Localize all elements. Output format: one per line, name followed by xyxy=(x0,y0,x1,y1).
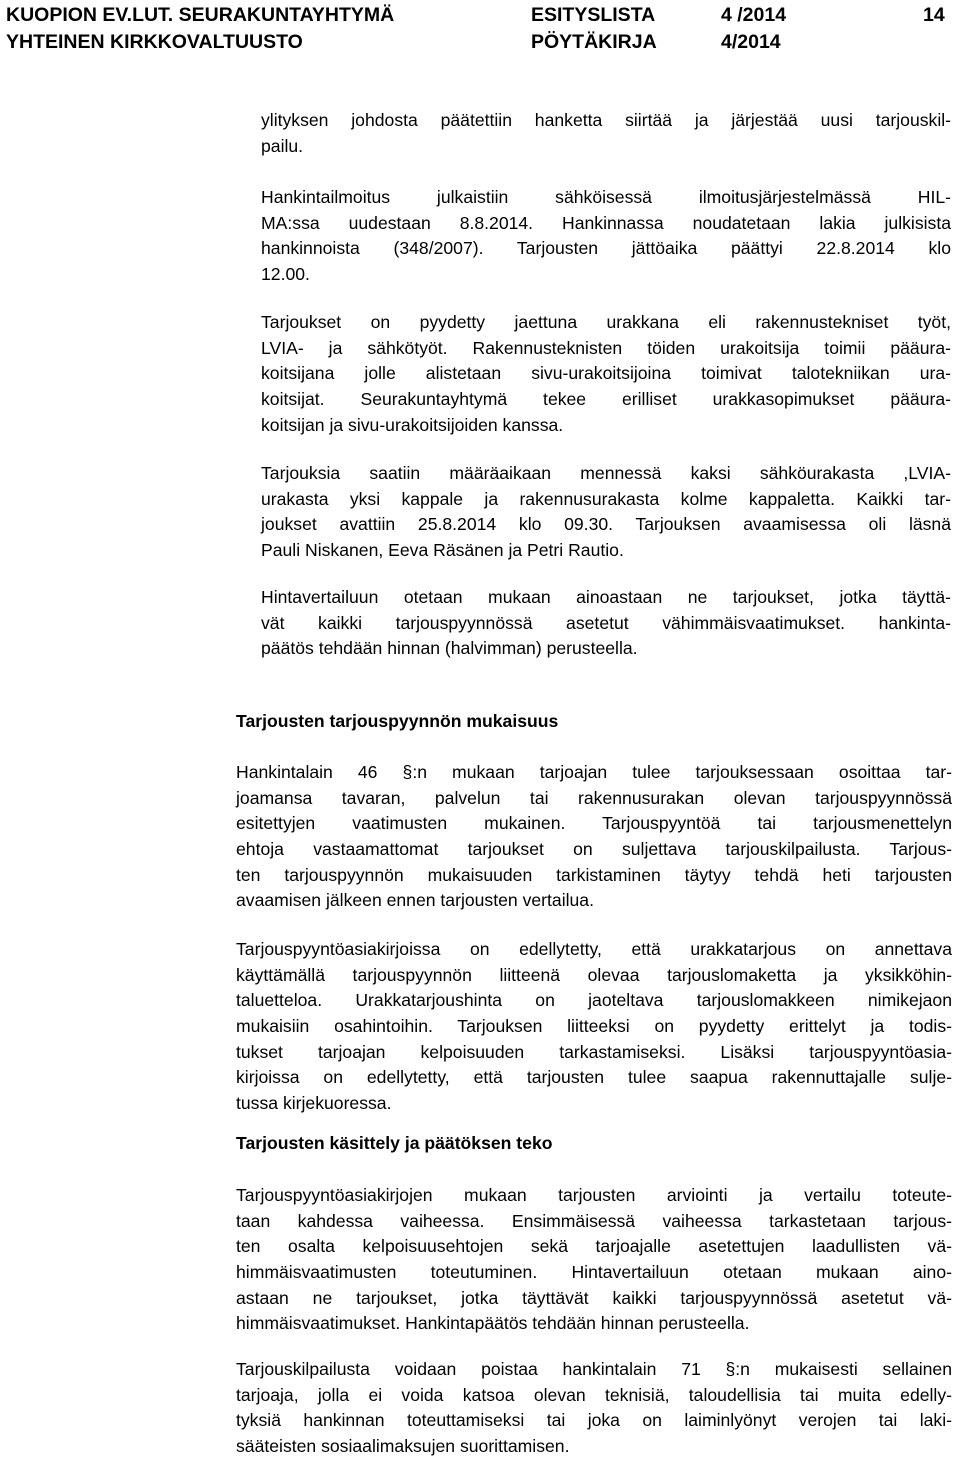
document-number-2: 4/2014 xyxy=(721,31,781,53)
council-name: YHTEINEN KIRKKOVALTUUSTO xyxy=(6,31,303,53)
text-line: esitettyjen vaatimusten mukainen. Tarjouspyyntöä tai tarjousmenettelyn xyxy=(236,813,952,834)
text-line: hankinnoista (348/2007). Tarjousten jättöaika päättyi 22.8.2014 klo xyxy=(261,238,951,259)
section-heading-1: Tarjousten tarjouspyynnön mukaisuus xyxy=(236,711,559,731)
text-line: Tarjouksia saatiin määräaikaan mennessä kaksi sähköurakasta ,LVIA- xyxy=(261,463,951,483)
text-line: Tarjouspyyntöasiakirjojen mukaan tarjousten arviointi ja vertailu toteute- xyxy=(236,1185,952,1205)
text-line: urakasta yksi kappale ja rakennusurakasta kolme kappaletta. Kaikki tar- xyxy=(261,488,951,509)
text-line: vät kaikki tarjouspyynnössä asetetut vähimmäisvaatimukset. hankinta- xyxy=(261,612,951,633)
text-line: koitsijat. Seurakuntayhtymä tekee erilliset urakkasopimukset pääura- xyxy=(261,389,951,410)
text-line: joukset avattiin 25.8.2014 klo 09.30. Tarjouksen avaamisessa oli läsnä xyxy=(261,514,951,535)
document-type-2: PÖYTÄKIRJA xyxy=(531,31,657,53)
text-line: tyksiä hankinnan toteuttamiseksi tai joka on laiminlyönyt verojen tai laki- xyxy=(236,1410,952,1431)
text-line: käyttämällä tarjouspyynnön liitteenä olevaa tarjouslomaketta ja yksikköhin- xyxy=(236,964,952,985)
paragraph-3 xyxy=(261,310,951,438)
text-line: tukset tarjoajan kelpoisuuden tarkastamiseksi. Lisäksi tarjouspyyntöasia- xyxy=(236,1041,952,1062)
text-line: päätös tehdään hinnan (halvimman) perusteella. xyxy=(261,638,638,659)
paragraph-5 xyxy=(261,585,951,662)
text-line: ehtoja vastaamattomat tarjoukset on suljettava tarjouskilpailusta. Tarjous- xyxy=(236,839,952,860)
text-line: Tarjouskilpailusta voidaan poistaa hankintalain 71 §:n mukaisesti sellainen xyxy=(236,1359,952,1379)
paragraph-7 xyxy=(236,937,952,1117)
text-line: Tarjouspyyntöasiakirjoissa on edellytetty, että urakkatarjous on annettava xyxy=(236,939,952,959)
paragraph-9 xyxy=(236,1357,952,1460)
page-number: 14 xyxy=(923,4,945,26)
section-heading-2: Tarjousten käsittely ja päätöksen teko xyxy=(236,1133,553,1153)
text-line: 12.00. xyxy=(261,264,310,285)
text-line: Hankintailmoitus julkaistiin sähköisessä ilmoitusjärjestelmässä HIL- xyxy=(261,187,951,207)
text-line: avaamisen jälkeen ennen tarjousten vertailua. xyxy=(236,890,594,911)
text-line: Hintavertailuun otetaan mukaan ainoastaan ne tarjoukset, jotka täyttä- xyxy=(261,587,951,607)
document-number: 4 /2014 xyxy=(721,4,787,26)
text-line: Tarjoukset on pyydetty jaettuna urakkana eli rakennustekniset työt, xyxy=(261,312,951,332)
text-line: kirjoissa on edellytetty, että tarjousten tulee saapua rakennuttajalle sulje- xyxy=(236,1067,952,1088)
text-line: koitsijan ja sivu-urakoitsijoiden kanssa. xyxy=(261,414,564,435)
text-line: koitsijana jolle alistetaan sivu-urakoitsijoina toimivat talotekniikan ura- xyxy=(261,363,951,384)
document-type: ESITYSLISTA xyxy=(531,4,656,26)
text-line: tussa kirjekuoressa. xyxy=(236,1093,392,1114)
text-line: joamansa tavaran, palvelun tai rakennusurakan olevan tarjouspyynnössä xyxy=(236,787,952,808)
text-line: MA:ssa uudestaan 8.8.2014. Hankinnassa noudatetaan lakia julkisista xyxy=(261,212,951,233)
text-line: himmäisvaatimusten toteutuminen. Hintavertailuun otetaan mukaan aino- xyxy=(236,1262,952,1283)
text-line: sääteisten sosiaalimaksujen suorittamisen. xyxy=(236,1436,570,1457)
text-line: ten osalta kelpoisuusehtojen sekä tarjoajalle asetettujen laadullisten vä- xyxy=(236,1236,952,1257)
organization-name: KUOPION EV.LUT. SEURAKUNTAYHTYMÄ xyxy=(6,4,395,26)
header-row-1 xyxy=(6,2,954,29)
paragraph-6 xyxy=(236,760,952,914)
paragraph-1 xyxy=(261,108,951,159)
text-line: astaan ne tarjoukset, jotka täyttävät kaikki tarjouspyynnössä asetetut vä- xyxy=(236,1287,952,1308)
text-line: LVIA- ja sähkötyöt. Rakennusteknisten töiden urakoitsija toimii pääura- xyxy=(261,337,951,358)
text-line: tarjoaja, jolla ei voida katsoa olevan teknisiä, taloudellisia tai muita edelly- xyxy=(236,1384,952,1405)
text-line: Pauli Niskanen, Eeva Räsänen ja Petri Rautio. xyxy=(261,540,624,561)
text-line: taluetteloa. Urakkatarjoushinta on jaoteltava tarjouslomakkeen nimikejaon xyxy=(236,990,952,1011)
paragraph-2 xyxy=(261,185,951,288)
text-line: ten tarjouspyynnön mukaisuuden tarkistaminen täytyy tehdä heti tarjousten xyxy=(236,864,952,885)
text-line: mukaisiin osahintoihin. Tarjouksen liitteeksi on pyydetty erittelyt ja todis- xyxy=(236,1016,952,1037)
text-line: ylityksen johdosta päätettiin hanketta siirtää ja järjestää uusi tarjouskil- xyxy=(261,110,951,130)
document-header xyxy=(6,2,954,56)
paragraph-8 xyxy=(236,1183,952,1337)
text-line: pailu. xyxy=(261,135,304,156)
header-row-2 xyxy=(6,29,954,56)
text-line: Hankintalain 46 §:n mukaan tarjoajan tulee tarjouksessaan osoittaa tar- xyxy=(236,762,952,782)
text-line: himmäisvaatimukset. Hankintapäätös tehdään hinnan perusteella. xyxy=(236,1313,750,1334)
text-line: taan kahdessa vaiheessa. Ensimmäisessä vaiheessa tarkastetaan tarjous- xyxy=(236,1210,952,1231)
paragraph-4 xyxy=(261,461,951,564)
